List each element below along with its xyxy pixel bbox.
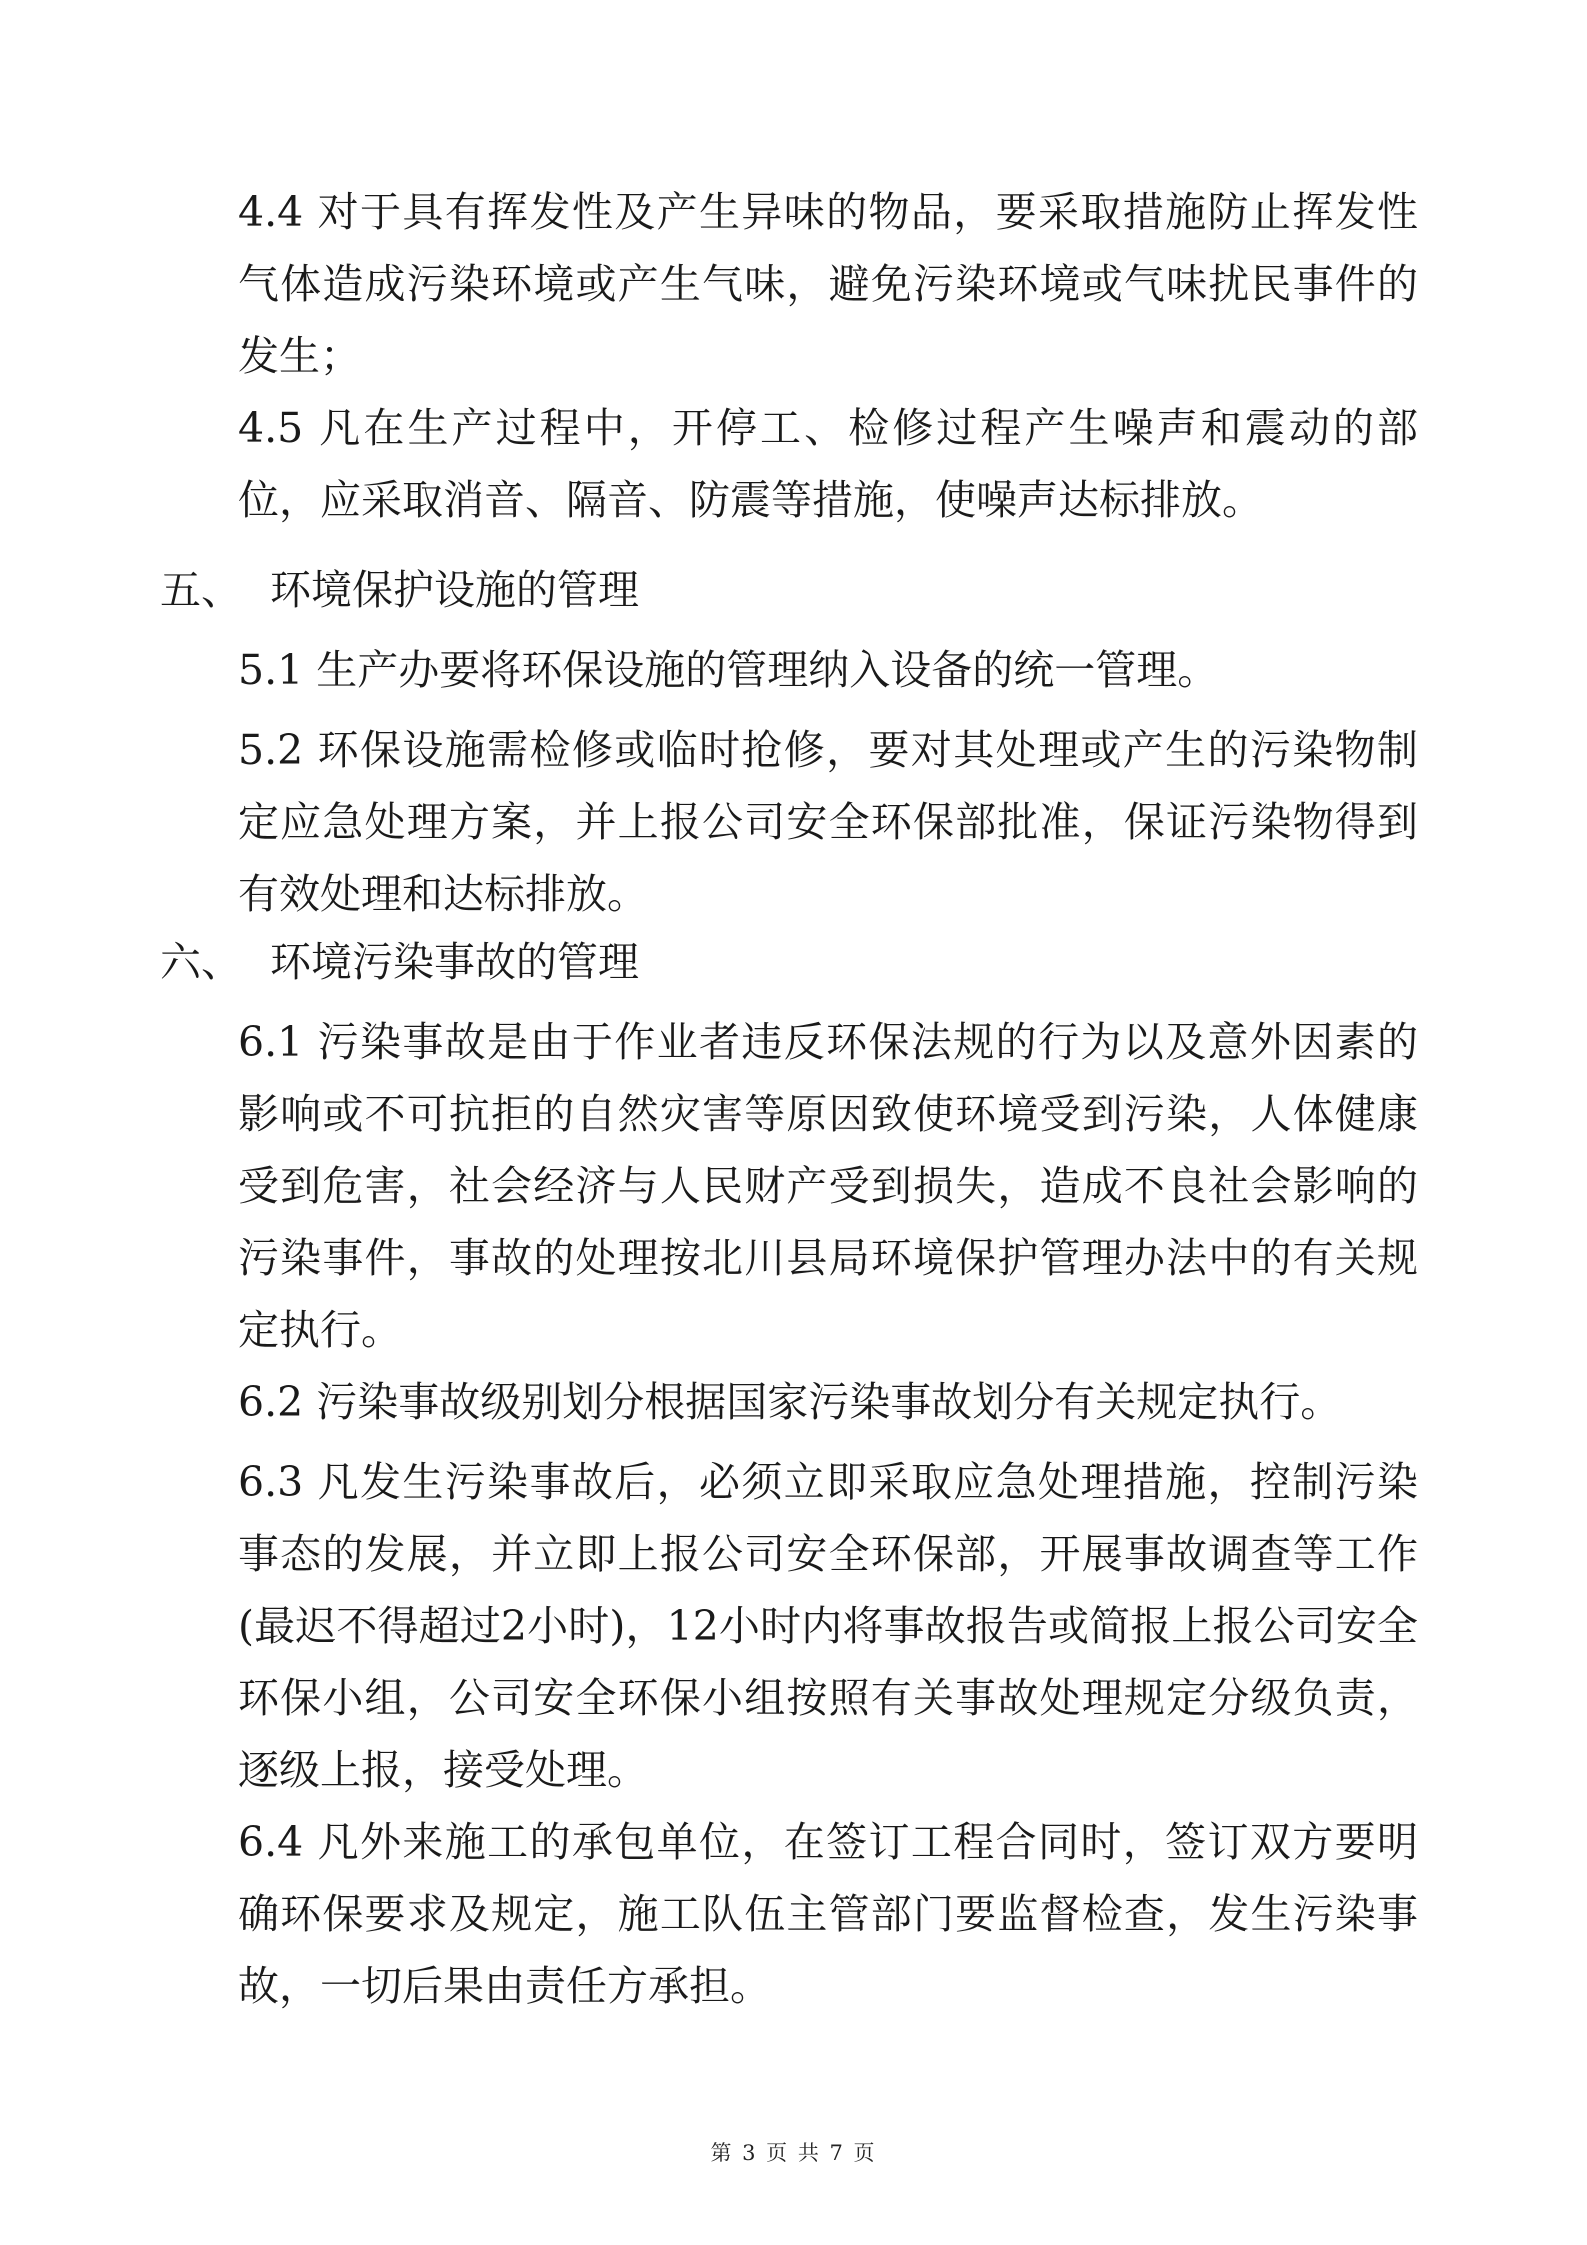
paragraph-6-3: 6.3 凡发生污染事故后，必须立即采取应急处理措施，控制污染事态的发展，并立即上报公司安全环保部，开展事故调查等工作(最迟不得超过2小时)，12小时内将事故报告或简报上报公司安全环保小组，公司安全环保小组按照有关事故处理规定分级负责，逐级上报，接受处理。: [238, 1458, 1418, 1794]
section-title-5: 环境保护设施的管理: [270, 566, 639, 614]
paragraph-4-4: 4.4 对于具有挥发性及产生异味的物品，要采取措施防止挥发性气体造成污染环境或产生气味，避免污染环境或气味扰民事件的发生；: [238, 188, 1418, 380]
page-number-footer: 第 3 页 共 7 页: [710, 2141, 877, 2165]
section-heading-6: [160, 926, 1360, 998]
paragraph-5-2: 5.2 环保设施需检修或临时抢修，要对其处理或产生的污染物制定应急处理方案，并上报公司安全环保部批准，保证污染物得到有效处理和达标排放。: [238, 726, 1418, 918]
paragraph-6-4: 6.4 凡外来施工的承包单位，在签订工程合同时，签订双方要明确环保要求及规定，施工队伍主管部门要监督检查，发生污染事故，一切后果由责任方承担。: [238, 1818, 1418, 2010]
paragraph-5-1: 5.1 生产办要将环保设施的管理纳入设备的统一管理。: [238, 646, 1219, 694]
section-number-5: 五、: [160, 566, 242, 614]
paragraph-6-2: 6.2 污染事故级别划分根据国家污染事故划分有关规定执行。: [238, 1378, 1342, 1426]
section-title-6: 环境污染事故的管理: [270, 938, 639, 986]
paragraph-6-1: 6.1 污染事故是由于作业者违反环保法规的行为以及意外因素的影响或不可抗拒的自然灾害等原因致使环境受到污染，人体健康受到危害，社会经济与人民财产受到损失，造成不良社会影响的污染事件，事故的处理按北川县局环境保护管理办法中的有关规定执行。: [238, 1018, 1418, 1354]
paragraph-4-5: 4.5 凡在生产过程中，开停工、检修过程产生噪声和震动的部位，应采取消音、隔音、防震等措施，使噪声达标排放。: [238, 404, 1418, 524]
section-heading-5: [160, 554, 1360, 626]
section-number-6: 六、: [160, 938, 242, 986]
